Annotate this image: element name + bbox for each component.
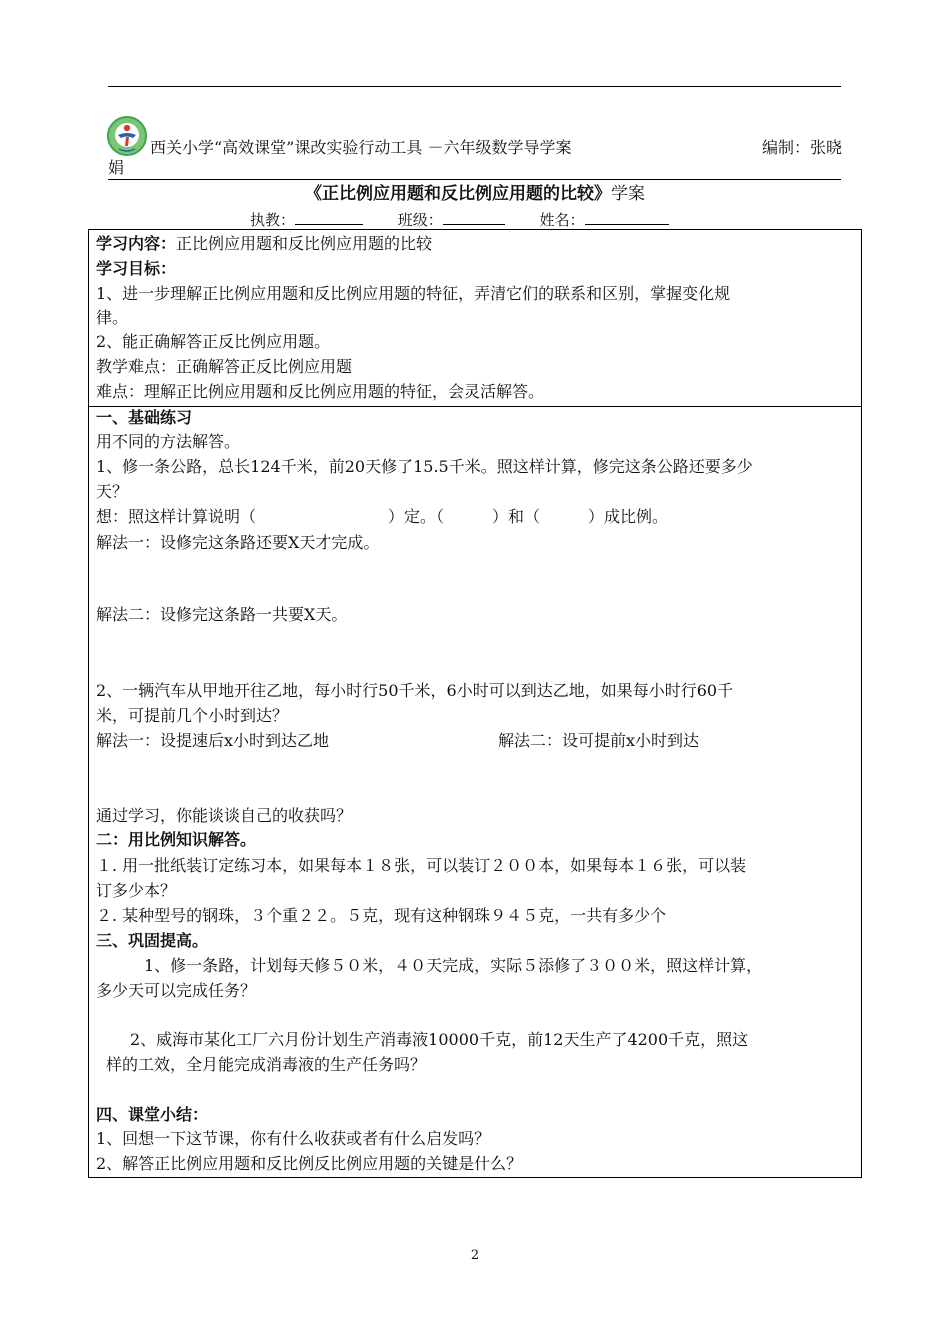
question-2-solution-1: 解法一：设提速后x小时到达乙地	[96, 731, 330, 750]
problem-2: ２. 某种型号的钢珠，３个重２２。５克，现有这种钢珠９４５克，一共有多少个	[96, 906, 667, 925]
editor-credit-continued: 娟	[108, 158, 125, 177]
goal-label: 学习目标：	[96, 259, 177, 278]
content-label: 学习内容：	[96, 234, 177, 253]
problem-1-cont: 订多少本？	[96, 881, 177, 900]
heading-basic-practice: 一、基础练习	[96, 408, 193, 427]
editor-credit: 编制：张晓	[761, 138, 842, 157]
solution-1: 解法一：设修完这条路还要X天才完成。	[96, 533, 380, 552]
title-main: 《正比例应用题和反比例应用题的比较》	[305, 184, 611, 204]
question-1: 1、修一条公路，总长124千米，前20天修了15.5千米。照这样计算，修完这条公路还要多少	[96, 457, 753, 476]
class-label: 班级：	[397, 211, 443, 229]
school-title: 西关小学“高效课堂”课改实验行动工具 －六年级数学导学案	[150, 138, 572, 157]
goal-1: 1、进一步理解正比例应用题和反比例应用题的特征，弄清它们的联系和区别，掌握变化规	[96, 284, 731, 303]
think-a: 想：照这样计算说明（	[96, 507, 257, 526]
name-label: 姓名：	[539, 211, 585, 229]
class-blank[interactable]	[443, 209, 505, 225]
summary-2: 2、解答正比例应用题和反比例反比例应用题的关键是什么？	[96, 1154, 523, 1173]
think-b: ）定。（	[388, 507, 445, 526]
question-2-solution-2: 解法二：设可提前x小时到达	[498, 731, 700, 750]
goal-1-cont: 律。	[96, 308, 129, 327]
name-blank[interactable]	[585, 209, 669, 225]
page-title	[0, 184, 950, 204]
info-fields	[250, 209, 669, 230]
heading-proportion: 二：用比例知识解答。	[96, 830, 257, 849]
content-text: 正比例应用题和反比例应用题的比较	[176, 234, 433, 253]
question-1-cont: 天？	[96, 482, 129, 501]
heading-consolidation: 三、巩固提高。	[96, 931, 209, 950]
header-top-rule	[108, 86, 841, 87]
page-number: 2	[470, 1248, 480, 1263]
teacher-blank[interactable]	[295, 209, 363, 225]
summary-1: 1、回想一下这节课，你有什么收获或者有什么启发吗？	[96, 1129, 491, 1148]
intro: 用不同的方法解答。	[96, 432, 241, 451]
consolidation-2-cont: 样的工效，全月能完成消毒液的生产任务吗？	[106, 1055, 427, 1074]
teacher-label: 执教：	[250, 211, 296, 229]
consolidation-1-cont: 多少天可以完成任务？	[96, 981, 257, 1000]
content-line	[96, 233, 432, 255]
teaching-focus: 教学难点：正确解答正反比例应用题	[96, 357, 353, 376]
reflection: 通过学习，你能谈谈自己的收获吗？	[96, 806, 353, 825]
solution-2: 解法二：设修完这条路一共要X天。	[96, 605, 348, 624]
school-logo	[106, 115, 148, 157]
consolidation-1: 1、修一条路，计划每天修５０米，４０天完成，实际５添修了３００米，照这样计算，	[144, 956, 763, 975]
problem-1: １. 用一批纸装订定练习本，如果每本１８张，可以装订２００本，如果每本１６张，可以装	[96, 856, 747, 875]
question-2: 2、一辆汽车从甲地开往乙地，每小时行50千米，6小时可以到达乙地，如果每小时行60千	[96, 681, 734, 700]
think-d: ）成比例。	[588, 507, 669, 526]
heading-summary: 四、课堂小结：	[96, 1105, 209, 1124]
header-bottom-rule	[108, 179, 841, 180]
difficulty: 难点：理解正比例应用题和反比例应用题的特征，会灵活解答。	[96, 382, 545, 401]
question-2-cont: 米，可提前几个小时到达？	[96, 706, 289, 725]
think-line	[96, 506, 668, 528]
goal-2: 2、能正确解答正反比例应用题。	[96, 332, 331, 351]
think-c: ）和（	[492, 507, 541, 526]
consolidation-2: 2、威海市某化工厂六月份计划生产消毒液10000千克，前12天生产了4200千克，照这	[130, 1030, 749, 1049]
title-suffix: 学案	[611, 184, 645, 204]
